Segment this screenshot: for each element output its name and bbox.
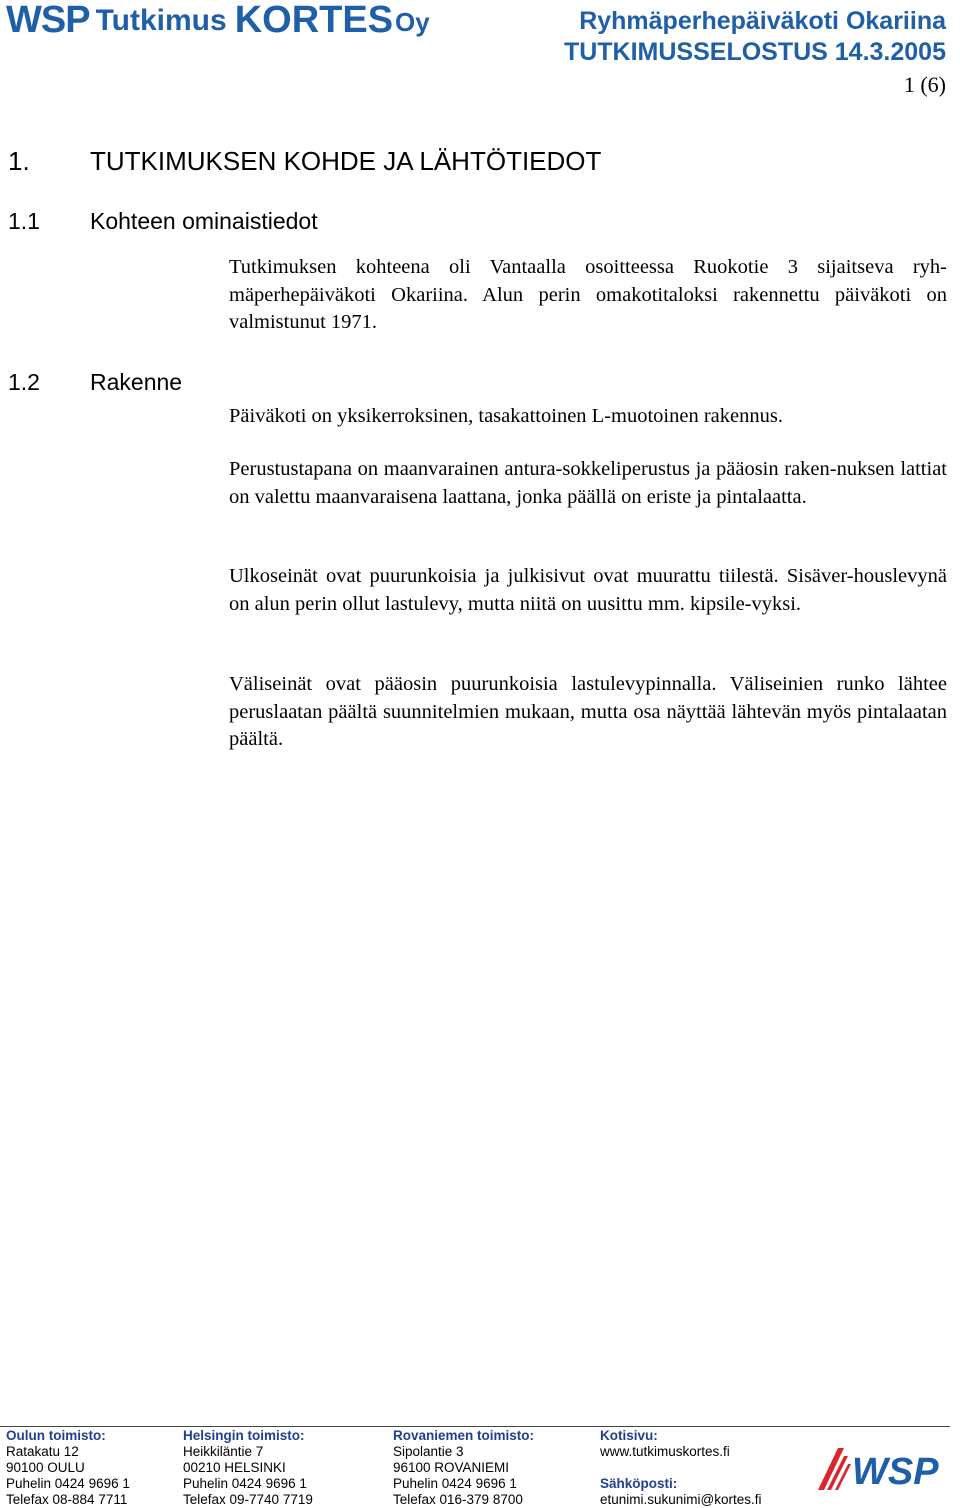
footer-wsp-logo: [818, 1444, 958, 1496]
section-heading-1-1: [8, 208, 318, 235]
section-title: Kohteen ominaistiedot: [90, 208, 318, 234]
logo-wsp-text: WSP: [852, 1451, 939, 1493]
office-fax: Telefax 09-7740 7719: [183, 1492, 313, 1507]
wsp-logo-icon: [818, 1444, 958, 1496]
paragraph-rakenne-4: Väliseinät ovat pääosin puurunkoisia lastulevypinnalla. Väliseinien runko lähtee peruslaatan päältä suunnitelmien mukaan, mutta osa näyttää lähtevän myös pintalaatan päältä.: [229, 673, 947, 750]
paragraph-rakenne-1: Päiväkoti on yksikerroksinen, tasakattoinen L-muotoinen rakennus.: [229, 405, 783, 427]
office-street: Sipolantie 3: [393, 1444, 464, 1459]
document-header: [564, 6, 946, 68]
paragraph-kohde: Tutkimuksen kohteena oli Vantaalla osoitteessa Ruokotie 3 sijaitseva ryh-mäperhepäiväkoti Okariina. Alun perin omakotitaloksi rakennettu päiväkoti on valmistunut 1971.: [229, 256, 947, 333]
office-fax: Telefax 08-884 7711: [6, 1492, 128, 1507]
website-title: Kotisivu:: [600, 1428, 658, 1443]
office-street: Heikkiläntie 7: [183, 1444, 264, 1459]
logo-oy: Oy: [395, 7, 430, 37]
page-footer: [0, 1426, 950, 1427]
email-link[interactable]: etunimi.sukunimi@kortes.fi: [600, 1492, 762, 1507]
footer-rovaniemi-office: [393, 1428, 534, 1508]
section-number: 1.2: [8, 369, 40, 395]
section-title: Rakenne: [90, 369, 183, 395]
section-number: 1.: [8, 146, 30, 176]
page-number: 1 (6): [903, 72, 946, 97]
footer-contact: [600, 1428, 762, 1508]
logo-kortes: KORTES: [234, 0, 394, 41]
section-title: TUTKIMUKSEN KOHDE JA LÄHTÖTIEDOT: [90, 146, 602, 176]
company-logo: [6, 0, 430, 40]
office-phone: Puhelin 0424 9696 1: [183, 1476, 307, 1491]
logo-wsp: WSP: [6, 0, 90, 41]
document-title: Ryhmäperhepäiväkoti Okariina: [579, 7, 946, 35]
logo-tutkimus: Tutkimus: [95, 4, 227, 37]
office-postcode: 90100 OULU: [6, 1460, 85, 1475]
office-phone: Puhelin 0424 9696 1: [6, 1476, 130, 1491]
paragraph-rakenne-2: Perustustapana on maanvarainen antura-sokkeliperustus ja pääosin raken-nuksen lattiat on valettu maanvaraisena laattana, jonka päällä on eriste ja pintalaatta.: [229, 458, 947, 508]
office-postcode: 00210 HELSINKI: [183, 1460, 286, 1475]
section-heading-1: [8, 146, 601, 177]
office-street: Ratakatu 12: [6, 1444, 79, 1459]
office-fax: Telefax 016-379 8700: [393, 1492, 523, 1507]
footer-helsinki-office: [183, 1428, 313, 1508]
office-phone: Puhelin 0424 9696 1: [393, 1476, 517, 1491]
section-heading-1-2: [8, 369, 182, 396]
document-subtitle: TUTKIMUSSELOSTUS 14.3.2005: [563, 38, 946, 66]
footer-oulu-office: [6, 1428, 130, 1508]
email-title: Sähköposti:: [600, 1476, 678, 1491]
section-number: 1.1: [8, 208, 40, 234]
office-postcode: 96100 ROVANIEMI: [393, 1460, 510, 1475]
office-title: Oulun toimisto:: [6, 1428, 106, 1443]
paragraph-rakenne-3: Ulkoseinät ovat puurunkoisia ja julkisivut ovat muurattu tiilestä. Sisäver-houslevynä on alun perin ollut lastulevy, mutta niitä on uusittu mm. kipsile-vyksi.: [229, 565, 947, 615]
office-title: Helsingin toimisto:: [183, 1428, 305, 1443]
website-link[interactable]: www.tutkimuskortes.fi: [600, 1444, 730, 1459]
office-title: Rovaniemen toimisto:: [393, 1428, 535, 1443]
